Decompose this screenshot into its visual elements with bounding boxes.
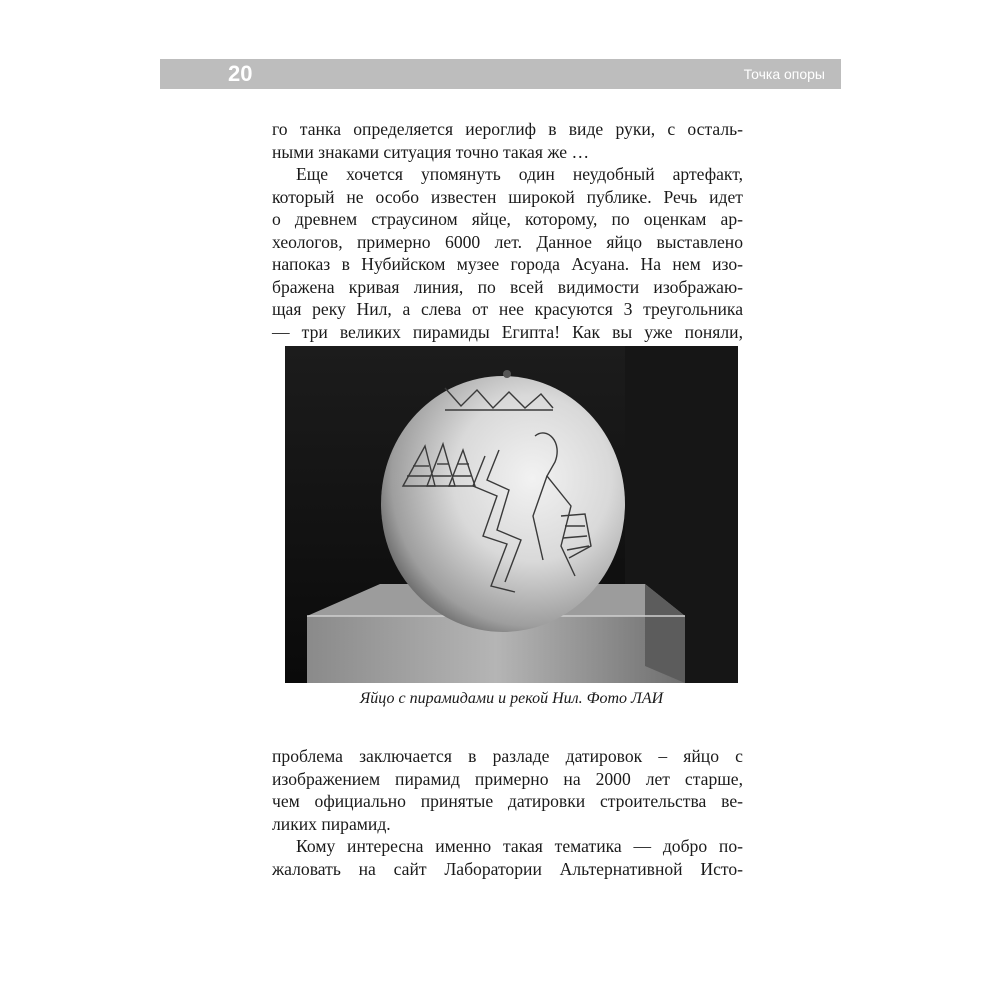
text-line: го танка определяется иероглиф в виде руки, с осталь-: [272, 119, 743, 139]
text-line: Еще хочется упомянуть один неудобный артефакт,: [296, 164, 743, 184]
text-line: который не особо известен широкой публике. Речь идет: [272, 186, 743, 207]
text-line: бражена кривая линия, по всей видимости изображаю-: [272, 276, 743, 297]
running-title: Точка опоры: [743, 66, 825, 82]
figure-caption: Яйцо с пирамидами и рекой Нил. Фото ЛАИ: [359, 690, 664, 707]
text-line: — три великих пирамиды Египта! Как вы уже поняли,: [272, 321, 743, 342]
text-line: жаловать на сайт Лаборатории Альтернативной Исто-: [272, 858, 743, 879]
text-line: щая реку Нил, а слева от нее красуются 3 треугольника: [272, 299, 743, 319]
ostrich-egg-photo: [285, 346, 738, 683]
text-line: о древнем страусином яйце, которому, по оценкам ар-: [272, 209, 743, 229]
text-line: хеологов, примерно 6000 лет. Данное яйцо выставлено: [272, 231, 743, 252]
body-text-top: [272, 118, 743, 343]
text-line: чем официально принятые датировки строительства ве-: [272, 791, 743, 811]
page-number: 20: [228, 61, 253, 86]
text-line: ными знаками ситуация точно такая же …: [272, 141, 590, 162]
text-line: изображением пирамид примерно на 2000 лет старше,: [272, 768, 743, 789]
text-line: напоказ в Нубийском музее города Асуана. На нем изо-: [272, 254, 743, 274]
text-line: Кому интересна именно такая тематика — добро по-: [296, 836, 743, 856]
running-header: [160, 59, 841, 89]
body-text-bottom: [272, 745, 743, 880]
text-line: проблема заключается в разладе датировок – яйцо с: [272, 746, 743, 766]
text-line: ликих пирамид.: [272, 813, 391, 834]
